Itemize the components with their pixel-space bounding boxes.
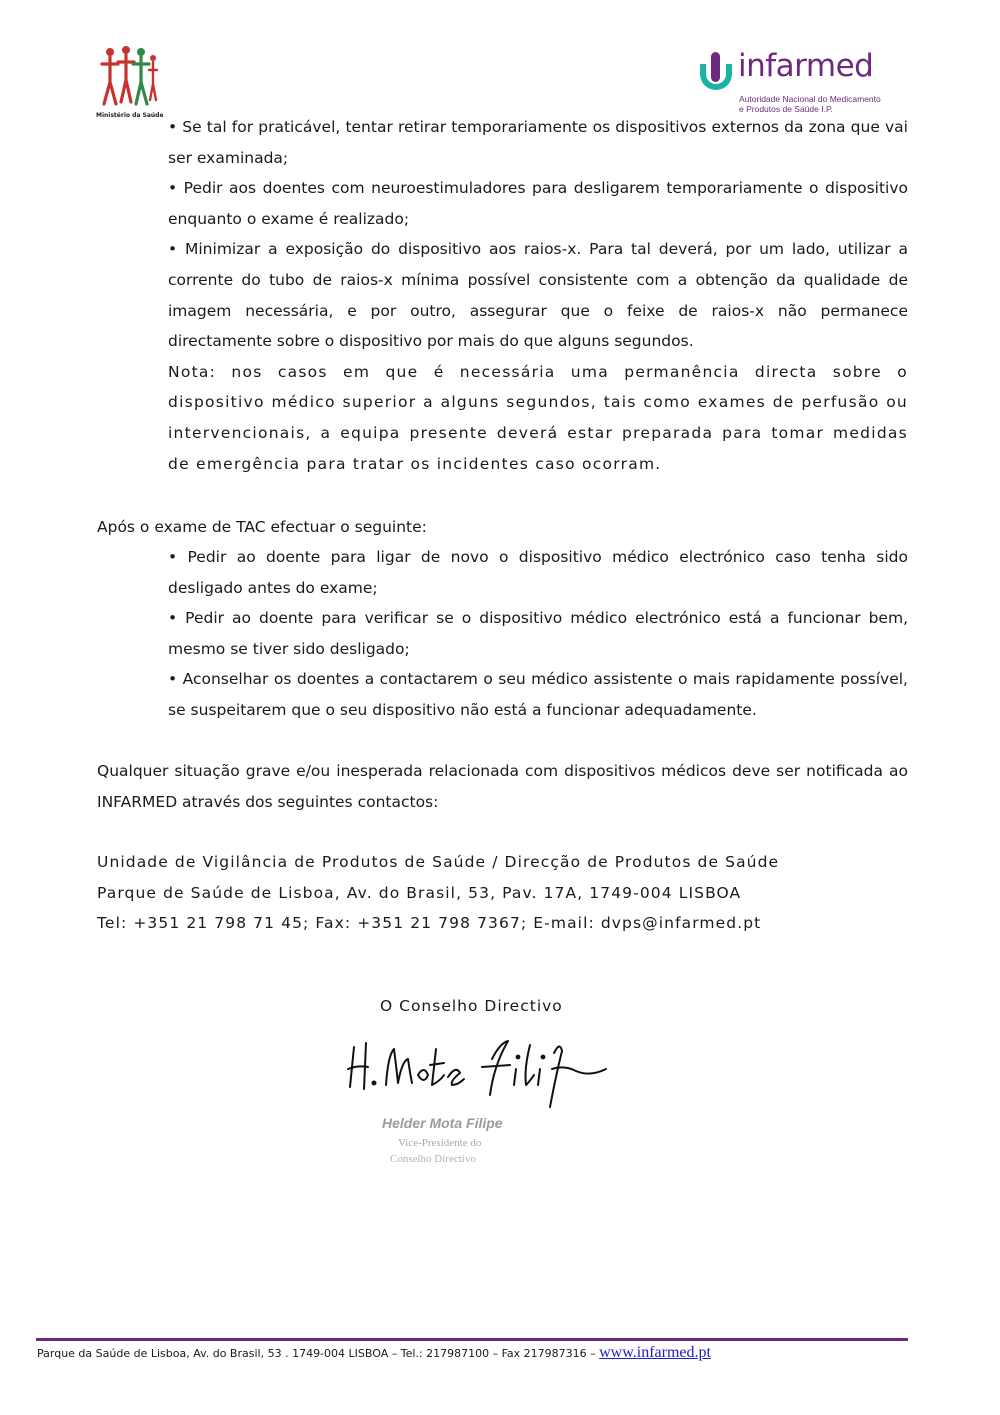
bullet-neurostimulators: • Pedir aos doentes com neuroestimuladores para desligarem temporariamente o dispositivo enquanto o exame é realizado; — [168, 179, 908, 228]
footer-website-link[interactable]: www.infarmed.pt — [599, 1344, 711, 1361]
ministerio-caption: Ministério da Saúde — [96, 112, 164, 119]
handwritten-signature — [340, 1025, 615, 1115]
infarmed-wordmark: infarmed — [738, 48, 874, 84]
contact-block — [97, 847, 908, 939]
infarmed-logo — [696, 50, 896, 118]
pre-exam-section — [168, 112, 908, 479]
bullet-minimize-exposure: • Minimizar a exposição do dispositivo aos raios-x. Para tal deverá, por um lado, utilizar a corrente do tubo de raios-x mínima possível consistente com a obtenção da qualidade de imagem necessária, e por outro, assegurar que o feixe de raios-x não permanece directamente sobre o dispositivo por mais do que alguns segundos. — [168, 240, 908, 351]
bullet-reconnect: • Pedir ao doente para ligar de novo o dispositivo médico electrónico caso tenha sido desligado antes do exame; — [168, 548, 908, 597]
post-exam-intro: Após o exame de TAC efectuar o seguinte: — [97, 518, 427, 536]
bullet-contact-doctor: • Aconselhar os doentes a contactarem o seu médico assistente o mais rapidamente possível, se suspeitarem que o seu dispositivo não está a funcionar adequadamente. — [168, 670, 908, 719]
signatory-role-line1: Vice-Presidente do — [398, 1137, 482, 1149]
ministerio-da-saude-logo — [96, 44, 164, 120]
ministerio-figures-icon — [96, 44, 160, 110]
bullet-verify: • Pedir ao doente para verificar se o dispositivo médico electrónico está a funcionar bem, mesmo se tiver sido desligado; — [168, 609, 908, 658]
footer-address: Parque da Saúde de Lisboa, Av. do Brasil, 53 . 1749-004 LISBOA – Tel.: 217987100 – Fax 217987316 – — [37, 1347, 600, 1360]
bullet-remove-external: • Se tal for praticável, tentar retirar temporariamente os dispositivos externos da zona que vai ser examinada; — [168, 118, 908, 167]
post-exam-section — [168, 542, 908, 726]
report-paragraph: Qualquer situação grave e/ou inesperada relacionada com dispositivos médicos deve ser notificada ao INFARMED através dos seguintes contactos: — [97, 762, 908, 811]
council-label: O Conselho Directivo — [380, 997, 563, 1015]
signature-block — [340, 1025, 615, 1175]
note-paragraph: Nota: nos casos em que é necessária uma permanência directa sobre o dispositivo médico superior a alguns segundos, tais como exames de perfusão ou intervencionais, a equipa presente deverá estar preparada para tomar medidas de emergência para tratar os incidentes caso ocorram. — [168, 362, 908, 473]
contact-address: Parque de Saúde de Lisboa, Av. do Brasil, 53, Pav. 17A, 1749-004 LISBOA — [97, 883, 742, 902]
infarmed-subtitle: Autoridade Nacional do Medicamento e Produtos de Saúde I.P. — [739, 94, 881, 114]
footer-divider — [36, 1338, 908, 1341]
contact-unit: Unidade de Vigilância de Produtos de Saúde / Direcção de Produtos de Saúde — [97, 853, 780, 871]
signatory-role-line2: Conselho Directivo — [390, 1153, 476, 1165]
infarmed-symbol-icon — [696, 50, 736, 100]
footer — [37, 1344, 937, 1362]
signatory-name: Helder Mota Filipe — [382, 1115, 503, 1131]
contact-phones: Tel: +351 21 798 71 45; Fax: +351 21 798 7367; E-mail: dvps@infarmed.pt — [97, 914, 762, 933]
